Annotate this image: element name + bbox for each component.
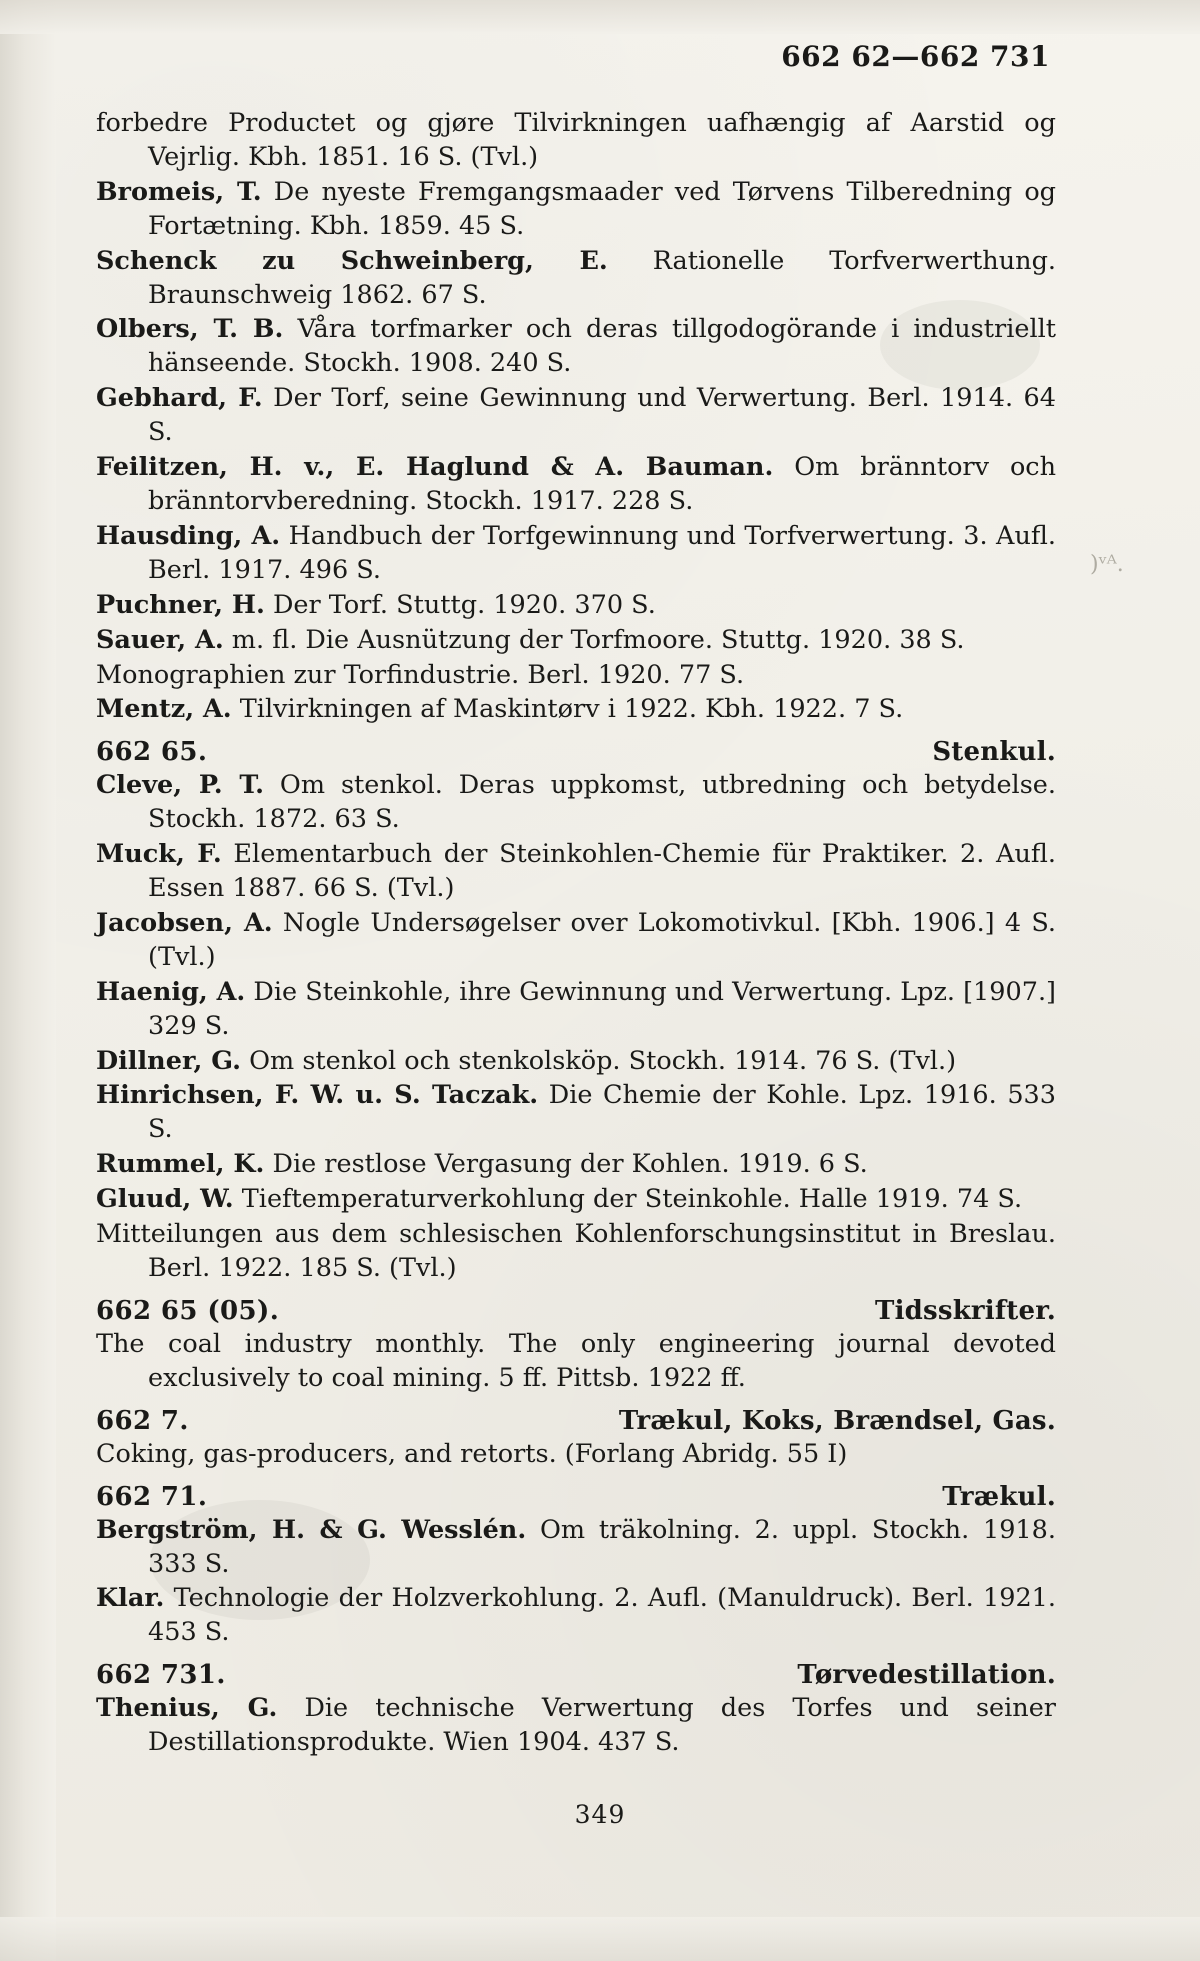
entry-text: Monographien zur Torfindustrie. Berl. 1920. 77 S. [96, 659, 745, 690]
section-heading-traekul [96, 1482, 1056, 1512]
entry-text: Der Torf. Stuttg. 1920. 370 S. [264, 589, 656, 620]
bibliography-entry [96, 589, 1056, 623]
bibliography-entry [96, 1183, 1056, 1217]
bibliography-entry [96, 176, 1056, 244]
entry-text: Die Chemie der Kohle. Lpz. 1916. 533 S. [148, 1080, 1056, 1145]
entry-text: The coal industry monthly. The only engineering journal devoted exclusively to coal mining. 5 ff. Pittsb. 1922 ff. [96, 1328, 1056, 1393]
entry-text: Die technische Verwertung des Torfes und seiner Destillationsprodukte. Wien 1904. 437 S. [148, 1693, 1056, 1758]
entry-text: forbedre Productet og gjøre Tilvirkningen uafhængig af Aarstid og Vejrlig. Kbh. 1851. 16 S. (Tvl.) [96, 108, 1056, 172]
bibliography-entry [96, 838, 1056, 906]
entry-text: Elementarbuch der Steinkohlen-Chemie für Praktiker. 2. Aufl. Essen 1887. 66 S. (Tvl.) [148, 839, 1056, 904]
bibliography-entry [96, 1148, 1056, 1182]
bibliography-entry [96, 107, 1056, 175]
bibliography-entry [96, 1438, 1056, 1472]
page-left-edge-shadow [0, 0, 56, 1961]
page-top-edge-shadow [0, 0, 1200, 34]
bibliography-entry [96, 313, 1056, 381]
entry-text: Mitteilungen aus dem schlesischen Kohlenforschungsinstitut in Breslau. Berl. 1922. 185 S. (Tvl.) [96, 1219, 1056, 1283]
entry-text: Våra torfmarker och deras tillgodogörande i industriellt hänseende. Stockh. 1908. 240 S. [148, 314, 1056, 379]
entry-author: Hausding, A. [96, 520, 281, 551]
entry-text: Coking, gas-producers, and retorts. (Forlang Abridg. 55 I) [96, 1438, 848, 1469]
entry-author: Gebhard, F. [96, 383, 263, 414]
section-heading-stenkul [96, 737, 1056, 767]
entry-author: Jacobsen, A. [96, 907, 273, 938]
section-title: Trækul, Koks, Brændsel, Gas. [618, 1405, 1056, 1436]
entry-author: Rummel, K. [96, 1149, 265, 1180]
bibliography-entry [96, 907, 1056, 975]
entry-text: Nogle Undersøgelser over Lokomotivkul. [Kbh. 1906.] 4 S. (Tvl.) [148, 907, 1056, 972]
entry-author: Thenius, G. [96, 1693, 278, 1724]
bibliography-entry [96, 769, 1056, 837]
bibliography-entry [96, 1514, 1056, 1582]
running-head: 662 62—662 731 [781, 40, 1050, 73]
bibliography-entry [96, 976, 1056, 1044]
bibliography-entry [96, 659, 1056, 693]
bibliography-entry [96, 1045, 1056, 1079]
entry-author: Schenck zu Schweinberg, E. [96, 245, 608, 276]
entry-author: Bergström, H. & G. Wesslén. [96, 1514, 527, 1545]
entry-text: Die Steinkohle, ihre Gewinnung und Verwertung. Lpz. [1907.] 329 S. [148, 976, 1056, 1041]
entry-author: Klar. [96, 1583, 165, 1614]
entry-author: Gluud, W. [96, 1184, 234, 1215]
bibliography-entry [96, 1328, 1056, 1396]
section-number: 662 7. [96, 1405, 189, 1436]
marginalia-note: )ᵛᴬ. [1090, 552, 1124, 577]
section-number: 662 71. [96, 1481, 208, 1512]
entry-author: Sauer, A. [96, 624, 224, 655]
entry-text: m. fl. Die Ausnützung der Torfmoore. Stuttg. 1920. 38 S. [223, 624, 965, 655]
entry-text: Der Torf, seine Gewinnung und Verwertung. Berl. 1914. 64 S. [148, 383, 1056, 448]
page-bottom-edge-shadow [0, 1917, 1200, 1961]
entry-author: Olbers, T. B. [96, 314, 284, 345]
entry-text: Tilvirkningen af Maskintørv i 1922. Kbh. 1922. 7 S. [231, 694, 904, 725]
entry-author: Mentz, A. [96, 694, 232, 725]
bibliography-entry [96, 245, 1056, 313]
section-heading-traekul-koks [96, 1406, 1056, 1436]
entry-list-5 [96, 1514, 1056, 1651]
entry-list-3 [96, 1328, 1056, 1396]
section-heading-torvedestillation [96, 1660, 1056, 1690]
entry-text: Om träkolning. 2. uppl. Stockh. 1918. 333 S. [148, 1514, 1056, 1579]
section-title: Tørvedestillation. [797, 1660, 1056, 1691]
entry-list-4 [96, 1438, 1056, 1472]
entry-list-2 [96, 769, 1056, 1286]
bibliography-entry [96, 624, 1056, 658]
entry-text: Die restlose Vergasung der Kohlen. 1919. 6 S. [264, 1149, 868, 1180]
bibliography-entry [96, 1079, 1056, 1147]
bibliography-entry [96, 1218, 1056, 1286]
bibliography-entry [96, 1582, 1056, 1650]
bibliography-entry [96, 693, 1056, 727]
entry-text: Om stenkol och stenkolsköp. Stockh. 1914. 76 S. (Tvl.) [241, 1045, 957, 1076]
section-number: 662 731. [96, 1660, 226, 1691]
entry-author: Puchner, H. [96, 589, 265, 620]
section-number: 662 65 (05). [96, 1295, 280, 1326]
section-heading-tidsskrifter [96, 1296, 1056, 1326]
bibliography-entry [96, 520, 1056, 588]
section-number: 662 65. [96, 737, 208, 768]
entry-author: Bromeis, T. [96, 176, 262, 207]
entry-list-1 [96, 107, 1056, 727]
entry-author: Feilitzen, H. v., E. Haglund & A. Bauman. [96, 452, 774, 483]
section-title: Trækul. [942, 1481, 1056, 1512]
entry-author: Dillner, G. [96, 1045, 242, 1076]
entry-author: Cleve, P. T. [96, 770, 264, 801]
bibliography-entry [96, 1692, 1056, 1760]
entry-text: Om stenkol. Deras uppkomst, utbredning och betydelse. Stockh. 1872. 63 S. [148, 770, 1056, 835]
entry-text: Handbuch der Torfgewinnung und Torfverwertung. 3. Aufl. Berl. 1917. 496 S. [148, 520, 1056, 585]
entry-text: Om bränntorv och bränntorvberedning. Stockh. 1917. 228 S. [148, 452, 1056, 516]
bibliography-entry [96, 382, 1056, 450]
entry-author: Hinrichsen, F. W. u. S. Taczak. [96, 1080, 539, 1111]
page-number: 349 [574, 1800, 626, 1829]
section-title: Stenkul. [932, 737, 1056, 768]
bibliography-entry [96, 451, 1056, 519]
entry-text: Tieftemperaturverkohlung der Steinkohle. Halle 1919. 74 S. [233, 1184, 1023, 1215]
entry-author: Haenig, A. [96, 976, 246, 1007]
section-title: Tidsskrifter. [875, 1295, 1056, 1326]
entry-text: Rationelle Torfverwerthung. Braunschweig 1862. 67 S. [148, 245, 1056, 310]
entry-list-6 [96, 1692, 1056, 1760]
page-content [96, 40, 1056, 1761]
entry-text: Technologie der Holzverkohlung. 2. Aufl. (Manuldruck). Berl. 1921. 453 S. [148, 1583, 1056, 1648]
entry-text: De nyeste Fremgangsmaader ved Tørvens Tilberedning og Fortætning. Kbh. 1859. 45 S. [148, 176, 1056, 241]
entry-author: Muck, F. [96, 839, 222, 870]
